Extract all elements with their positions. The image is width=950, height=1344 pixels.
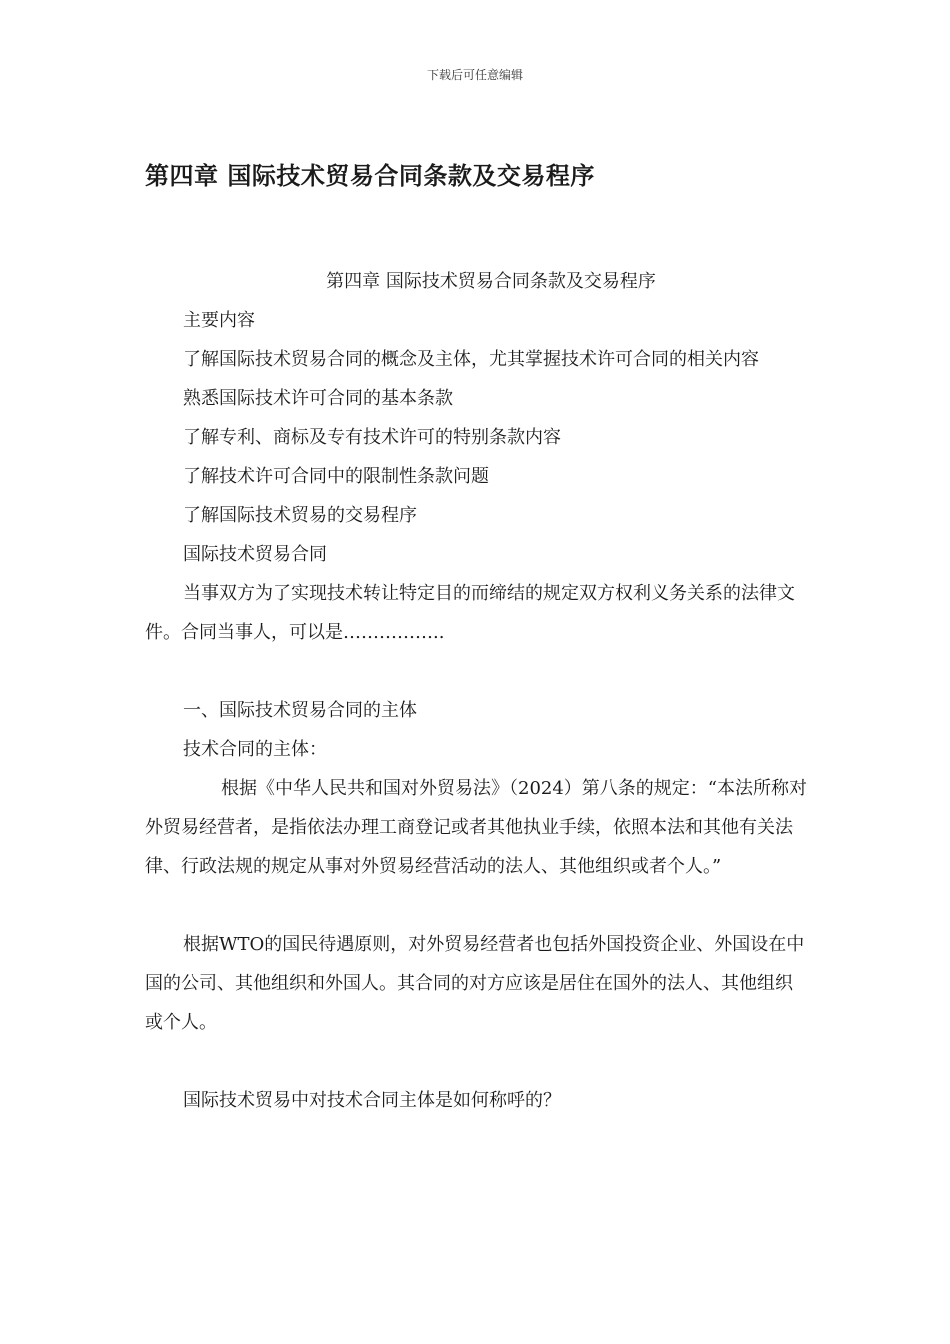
spacer [145, 886, 807, 925]
wto-paragraph: 根据WTO的国民待遇原则，对外贸易经营者也包括外国投资企业、外国设在中国的公司、其他组织和外国人。其合同的对方应该是居住在国外的法人、其他组织或个人。 [145, 934, 805, 1033]
question-paragraph: 国际技术贸易中对技术合同主体是如何称呼的？ [183, 1090, 561, 1111]
page-header-note: 下载后可任意编辑 [426, 68, 523, 82]
law-quote-paragraph: 根据《中华人民共和国对外贸易法》（2024）第八条的规定：“本法所称对外贸易经营者，是指依法办理工商登记或者其他执业手续，依照本法和其他有关法律、行政法规的规定从事对外贸易经营活动的法人、其他组织或者个人。” [145, 778, 808, 877]
section-heading-contract: 国际技术贸易合同 [183, 544, 327, 565]
spacer [145, 1042, 807, 1081]
objective-item: 了解专利、商标及专有技术许可的特别条款内容 [183, 427, 561, 448]
objective-item: 了解国际技术贸易的交易程序 [183, 505, 417, 526]
objective-item: 了解技术许可合同中的限制性条款问题 [183, 466, 489, 487]
chapter-title: 第四章 国际技术贸易合同条款及交易程序 [145, 162, 595, 190]
objective-item: 熟悉国际技术许可合同的基本条款 [183, 388, 453, 409]
contract-definition-paragraph: 当事双方为了实现技术转让特定目的而缔结的规定双方权利义务关系的法律文件。合同当事人，可以是…………….. [145, 583, 795, 643]
subtitle: 第四章 国际技术贸易合同条款及交易程序 [326, 271, 656, 292]
spacer [145, 652, 807, 691]
main-content-heading: 主要内容 [183, 310, 255, 331]
objective-item: 了解国际技术贸易合同的概念及主体，尤其掌握技术许可合同的相关内容 [183, 349, 759, 370]
section-one-heading: 一、国际技术贸易合同的主体 [183, 700, 417, 721]
document-body [145, 262, 807, 1120]
subject-heading: 技术合同的主体： [183, 739, 327, 760]
